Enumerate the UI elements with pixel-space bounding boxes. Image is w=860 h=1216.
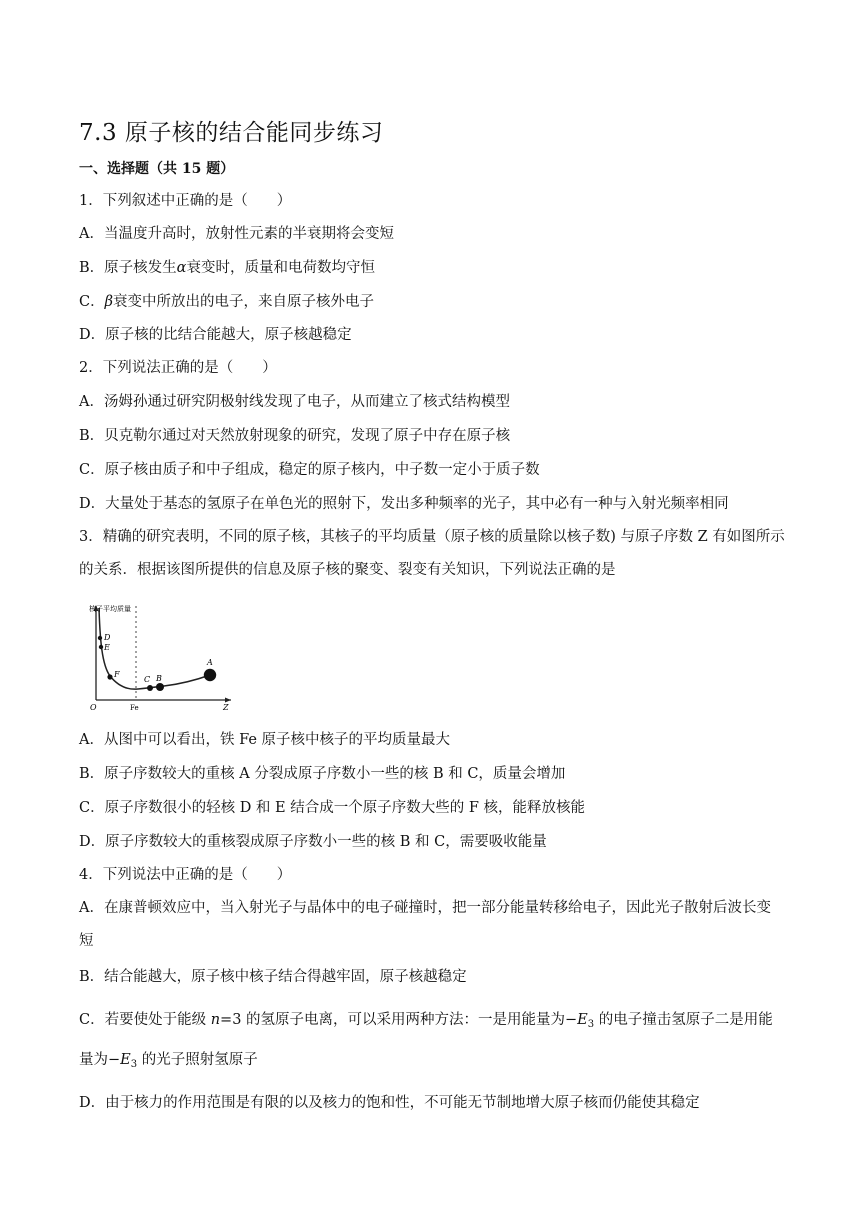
q3-option-a: A．从图中可以看出，铁 Fe 原子核中核子的平均质量最大 — [79, 732, 451, 748]
point-c — [147, 685, 153, 691]
q4-option-b: B．结合能越大，原子核中核子结合得越牢固，原子核越稳定 — [79, 969, 467, 985]
origin-label: O — [90, 703, 97, 712]
point-b — [156, 683, 164, 691]
point-a — [204, 669, 216, 681]
x-axis-arrow — [225, 698, 231, 703]
q4-stem: 4．下列说法中正确的是（ ） — [79, 867, 292, 883]
q3-option-d: D．原子序数较大的重核裂成原子序数小一些的核 B 和 C，需要吸收能量 — [79, 834, 547, 850]
page-title: 7.3 原子核的结合能同步练习 — [79, 120, 384, 146]
q1-option-b: B．原子核发生α衰变时，质量和电荷数均守恒 — [79, 260, 375, 276]
q1-option-d: D．原子核的比结合能越大，原子核越稳定 — [79, 327, 352, 343]
label-c: C — [144, 675, 151, 684]
q4-option-a: A．在康普顿效应中，当入射光子与晶体中的电子碰撞时，把一部分能量转移给电子，因此光子散射后波长变短 — [79, 900, 771, 949]
z-label: Z — [223, 703, 229, 712]
q3-option-c: C．原子序数很小的轻核 D 和 E 结合成一个原子序数大些的 F 核，能释放核能 — [79, 800, 586, 816]
average-mass-figure — [86, 600, 234, 712]
q3-stem: 3．精确的研究表明，不同的原子核，其核子的平均质量（原子核的质量除以核子数) 与原子序数 Z 有如图所示的关系．根据该图所提供的信息及原子核的聚变、裂变有关知识，下列说法正确的是 — [79, 529, 785, 578]
q4-option-d: D．由于核力的作用范围是有限的以及核力的饱和性，不可能无节制地增大原子核而仍能使其稳定 — [79, 1095, 700, 1111]
q1-stem: 1．下列叙述中正确的是（ ） — [79, 193, 292, 209]
point-d — [98, 636, 102, 640]
q2-option-b: B．贝克勒尔通过对天然放射现象的研究，发现了原子中存在原子核 — [79, 428, 511, 444]
q4-option-c: C．若要使处于能级 n=3 的氢原子电离，可以采用两种方法：一是用能量为$-E_3$ 的电子撞击氢原子二是用能 — [79, 1012, 773, 1030]
q1-option-a: A．当温度升高时，放射性元素的半衰期将会变短 — [79, 226, 394, 242]
label-f: F — [114, 670, 120, 679]
label-d: D — [104, 633, 111, 642]
q2-option-a: A．汤姆孙通过研究阴极射线发现了电子，从而建立了核式结构模型 — [79, 394, 510, 410]
label-e: E — [104, 643, 110, 652]
q4-option-c-cont: 量为$-E_3$ 的光子照射氢原子 — [79, 1052, 258, 1070]
label-a: A — [207, 658, 213, 667]
label-b: B — [156, 674, 162, 683]
fe-label: Fe — [130, 704, 139, 712]
q3-option-b: B．原子序数较大的重核 A 分裂成原子序数小一些的核 B 和 C，质量会增加 — [79, 766, 566, 782]
q2-stem: 2．下列说法正确的是（ ） — [79, 360, 277, 376]
section-heading: 一、选择题（共 15 题） — [79, 161, 235, 177]
q2-option-c: C．原子核由质子和中子组成，稳定的原子核内，中子数一定小于质子数 — [79, 462, 540, 478]
y-axis-label: 核子平均质量 — [89, 605, 131, 613]
point-f — [107, 674, 112, 679]
point-e — [99, 645, 103, 649]
q2-option-d: D．大量处于基态的氢原子在单色光的照射下，发出多种频率的光子，其中必有一种与入射光频率相同 — [79, 496, 729, 512]
q1-option-c: C．β衰变中所放出的电子，来自原子核外电子 — [79, 294, 374, 310]
